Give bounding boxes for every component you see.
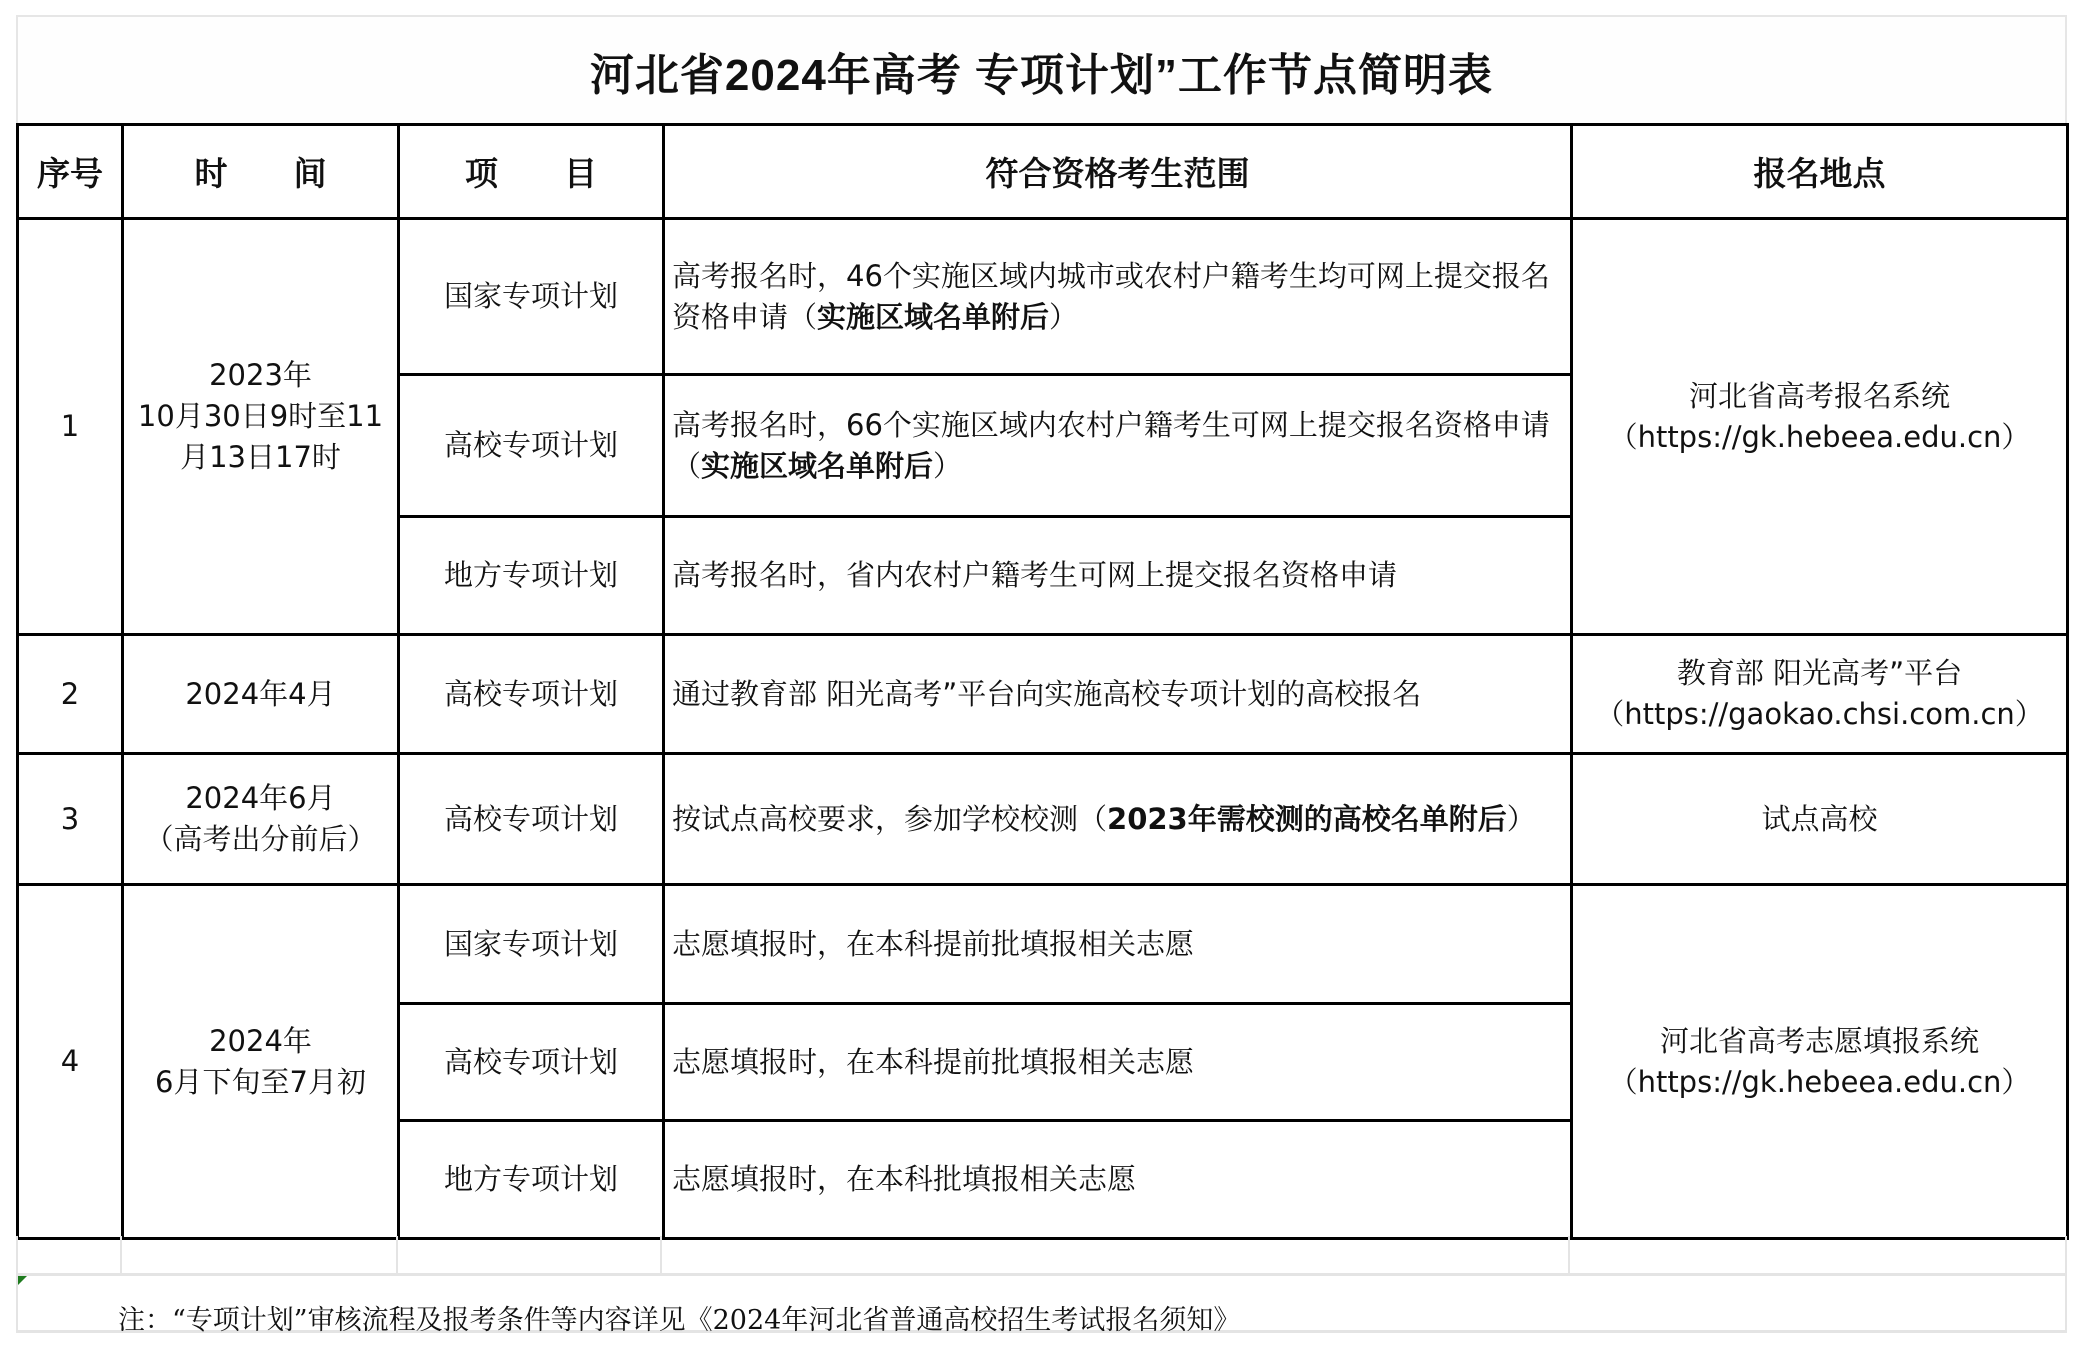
eligibility-text: 高考报名时，66个实施区域内农村户籍考生可网上提交报名资格申请（实施区域名单附后） [672, 407, 1550, 483]
header-index-label: 序号 [37, 154, 103, 193]
location-url[interactable]: （https://gk.hebeea.edu.cn） [1608, 1064, 2031, 1099]
header-index [16, 123, 124, 220]
row-4c-project [397, 1119, 665, 1240]
row-1b-project [397, 373, 665, 518]
note-row[interactable] [16, 1276, 2067, 1336]
project-label: 国家专项计划 [443, 279, 618, 313]
row-index: 3 [60, 801, 80, 836]
header-location [1570, 123, 2069, 220]
row-4-index [16, 883, 124, 1240]
empty-grid-cell[interactable] [662, 1236, 1570, 1276]
time-line: 2024年6月 [185, 781, 336, 815]
location-name: 河北省高考报名系统 [1688, 378, 1950, 413]
time-line: 2023年 [209, 358, 312, 392]
empty-grid-cell[interactable] [122, 1236, 398, 1276]
row-1c-project [397, 515, 665, 636]
project-label: 地方专项计划 [443, 558, 618, 592]
row-2-location [1570, 633, 2069, 755]
time-line: 月13日17时 [180, 440, 341, 474]
row-3-index [16, 752, 124, 886]
location-name: 河北省高考志愿填报系统 [1659, 1023, 1979, 1058]
location-name: 试点高校 [1761, 801, 1878, 836]
footnote: 注：“专项计划”审核流程及报考条件等内容详见《2024年河北省普通高校招生考试报名须知》 [118, 1305, 1241, 1336]
row-1a-project [397, 217, 665, 376]
row-4-location [1570, 883, 2069, 1240]
time-line: 6月下旬至7月初 [155, 1064, 366, 1099]
header-time [121, 123, 400, 220]
row-4b-project [397, 1002, 665, 1122]
eligibility-text: 高考报名时，46个实施区域内城市或农村户籍考生均可网上提交报名资格申请（实施区域名单附后） [672, 258, 1550, 334]
time-line: 2024年 [209, 1023, 312, 1058]
row-1a-eligibility [662, 217, 1573, 376]
header-eligibility-label: 符合资格考生范围 [985, 154, 1250, 193]
row-4a-eligibility [662, 883, 1573, 1005]
time-line: 10月30日9时至11 [137, 399, 384, 433]
row-4c-eligibility [662, 1119, 1573, 1240]
header-time-label: 时 间 [194, 154, 327, 193]
row-4a-project [397, 883, 665, 1005]
eligibility-text: 按试点高校要求，参加学校校测（2023年需校测的高校名单附后） [672, 801, 1536, 836]
eligibility-text: 志愿填报时，在本科批填报相关志愿 [672, 1162, 1137, 1196]
eligibility-text: 高考报名时，省内农村户籍考生可网上提交报名资格申请 [672, 558, 1398, 592]
row-2-index [16, 633, 124, 755]
row-1-location [1570, 217, 2069, 636]
location-url[interactable]: （https://gk.hebeea.edu.cn） [1608, 419, 2031, 454]
row-1-index [16, 217, 124, 636]
row-4-time [121, 883, 400, 1240]
project-label: 高校专项计划 [443, 676, 618, 711]
row-2-time [121, 633, 400, 755]
project-label: 高校专项计划 [443, 428, 618, 462]
eligibility-text: 志愿填报时，在本科提前批填报相关志愿 [672, 1044, 1195, 1079]
row-1-time [121, 217, 400, 636]
row-3-eligibility [662, 752, 1573, 886]
page-title: 河北省2024年高考 专项计划”工作节点简明表 [589, 51, 1494, 100]
empty-grid-cell[interactable] [16, 1236, 122, 1276]
project-label: 国家专项计划 [443, 926, 618, 961]
header-project [397, 123, 665, 220]
time-line: （高考出分前后） [144, 822, 377, 856]
row-3-project [397, 752, 665, 886]
row-index: 1 [60, 409, 80, 443]
header-project-label: 项 目 [465, 154, 597, 193]
eligibility-text: 通过教育部 阳光高考”平台向实施高校专项计划的高校报名 [672, 676, 1422, 711]
row-2-project [397, 633, 665, 755]
row-1c-eligibility [662, 515, 1573, 636]
header-location-label: 报名地点 [1753, 154, 1886, 193]
empty-grid-cell[interactable] [398, 1236, 662, 1276]
title-row [16, 15, 2067, 125]
row-3-time [121, 752, 400, 886]
project-label: 高校专项计划 [443, 801, 618, 836]
location-url[interactable]: （https://gaokao.chsi.com.cn） [1595, 697, 2044, 731]
location-name: 教育部 阳光高考”平台 [1676, 656, 1963, 690]
header-eligibility [662, 123, 1573, 220]
row-1b-eligibility [662, 373, 1573, 518]
empty-grid-cell[interactable] [1570, 1236, 2067, 1276]
row-4b-eligibility [662, 1002, 1573, 1122]
row-3-location [1570, 752, 2069, 886]
project-label: 高校专项计划 [443, 1044, 618, 1079]
project-label: 地方专项计划 [443, 1162, 618, 1196]
time-line: 2024年4月 [185, 676, 336, 711]
row-index: 4 [60, 1044, 80, 1078]
comment-marker-icon [18, 1276, 27, 1285]
eligibility-text: 志愿填报时，在本科提前批填报相关志愿 [672, 926, 1195, 961]
row-index: 2 [60, 676, 80, 711]
row-2-eligibility [662, 633, 1573, 755]
